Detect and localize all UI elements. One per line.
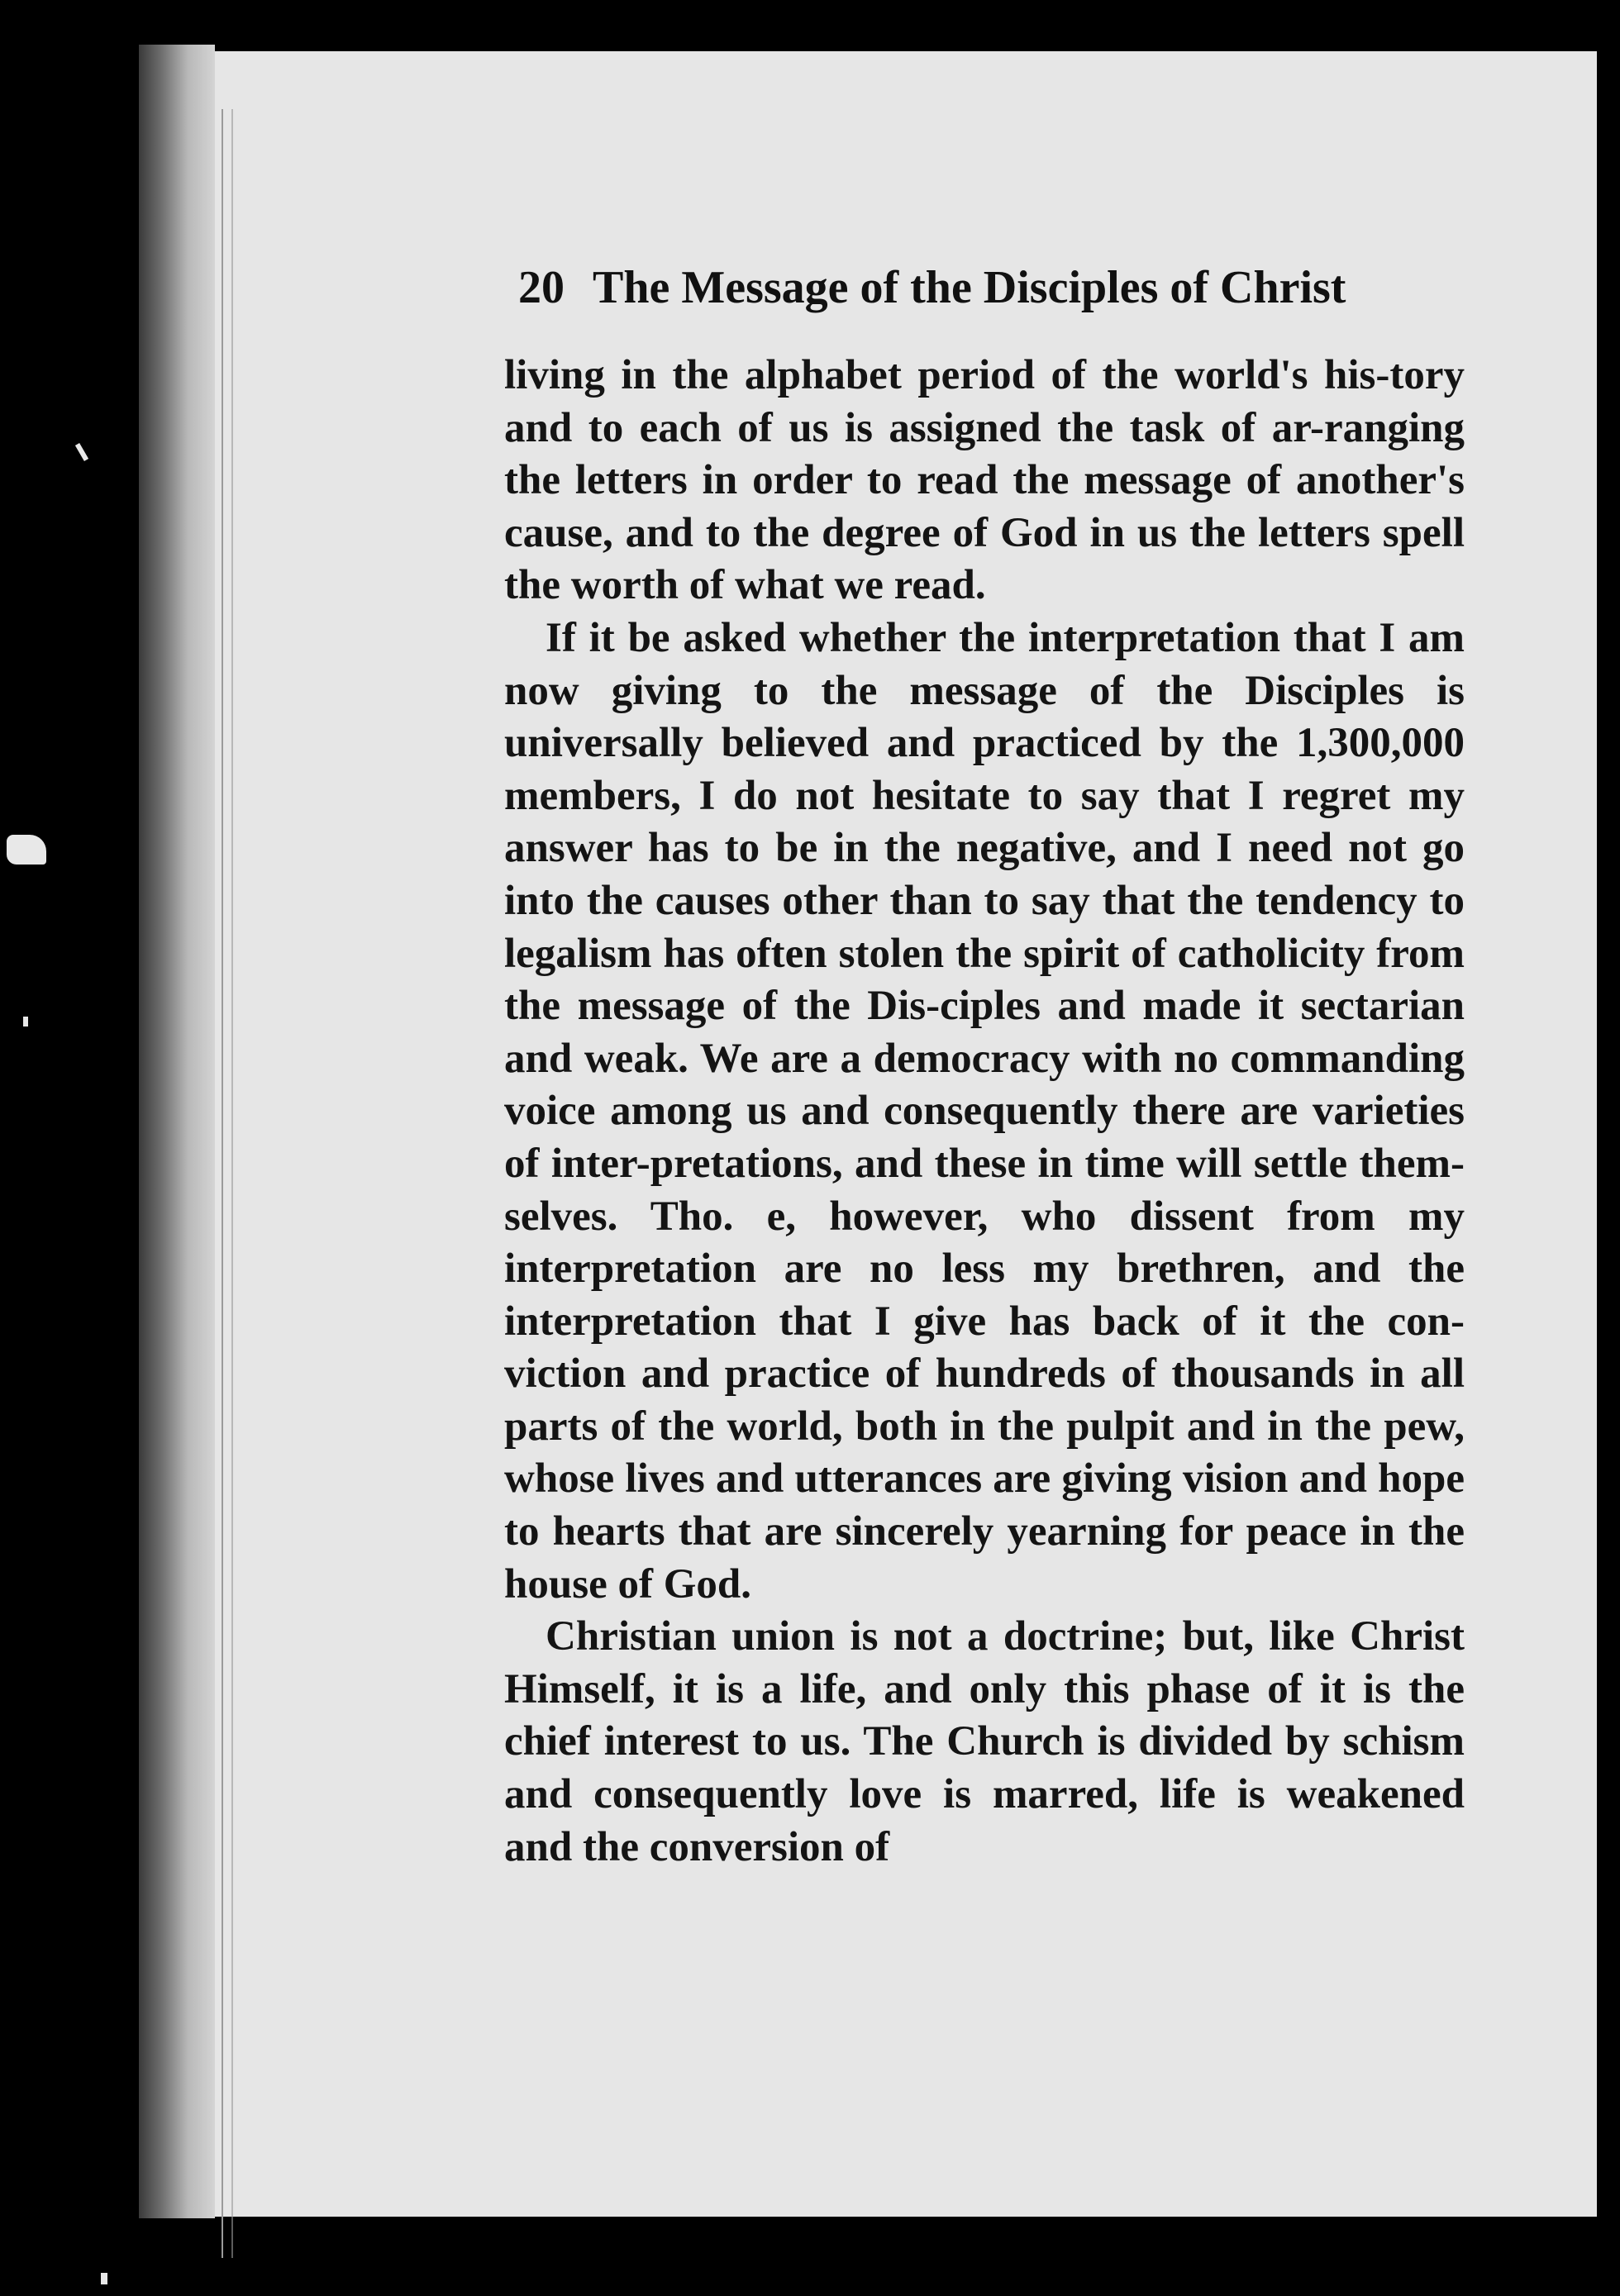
running-title: The Message of the Disciples of Christ	[593, 262, 1346, 313]
page-number: 20	[518, 262, 565, 313]
spine-rule-line	[222, 109, 223, 2258]
paragraph-1: living in the alphabet period of the world's his-tory and to each of us is assigned the task of ar-ranging the letters in order to read the message of another's cause, and to the degree of God in us the letters spell the worth of what we read.	[504, 352, 1465, 609]
body-text	[504, 350, 1465, 1874]
paragraph-3: Christian union is not a doctrine; but, like Christ Himself, it is a life, and only this phase of it is the chief interest to us. The Church is divided by schism and consequently love is marred, life is weakened and the conversion of	[504, 1613, 1465, 1870]
scan-artifact-mark	[7, 835, 46, 865]
book-spine-gutter	[139, 45, 215, 2218]
running-header	[518, 261, 1411, 344]
scan-artifact-mark	[23, 1017, 28, 1027]
scan-artifact-mark	[101, 2273, 107, 2284]
paragraph-2: If it be asked whether the interpretation that I am now giving to the message of the Disciples is universally believed and practiced by the 1,300,000 members, I do not hesitate to say that I regret my answer has to be in the negative, and I need not go into the causes other than to say that the tendency to legalism has often stolen the spirit of catholicity from the message of the Dis-ciples and made it sectarian and weak. We are a democracy with no commanding voice among us and consequently there are varieties of inter-pretations, and these in time will settle them-selves. Tho. e, however, who dissent from my interpretation are no less my brethren, and the interpretation that I give has back of it the con-viction and practice of hundreds of thousands in all parts of the world, both in the pulpit and in the pew, whose lives and utterances are giving vision and hope to hearts that are sincerely yearning for peace in the house of God.	[504, 614, 1465, 1608]
spine-rule-line	[231, 109, 233, 2258]
